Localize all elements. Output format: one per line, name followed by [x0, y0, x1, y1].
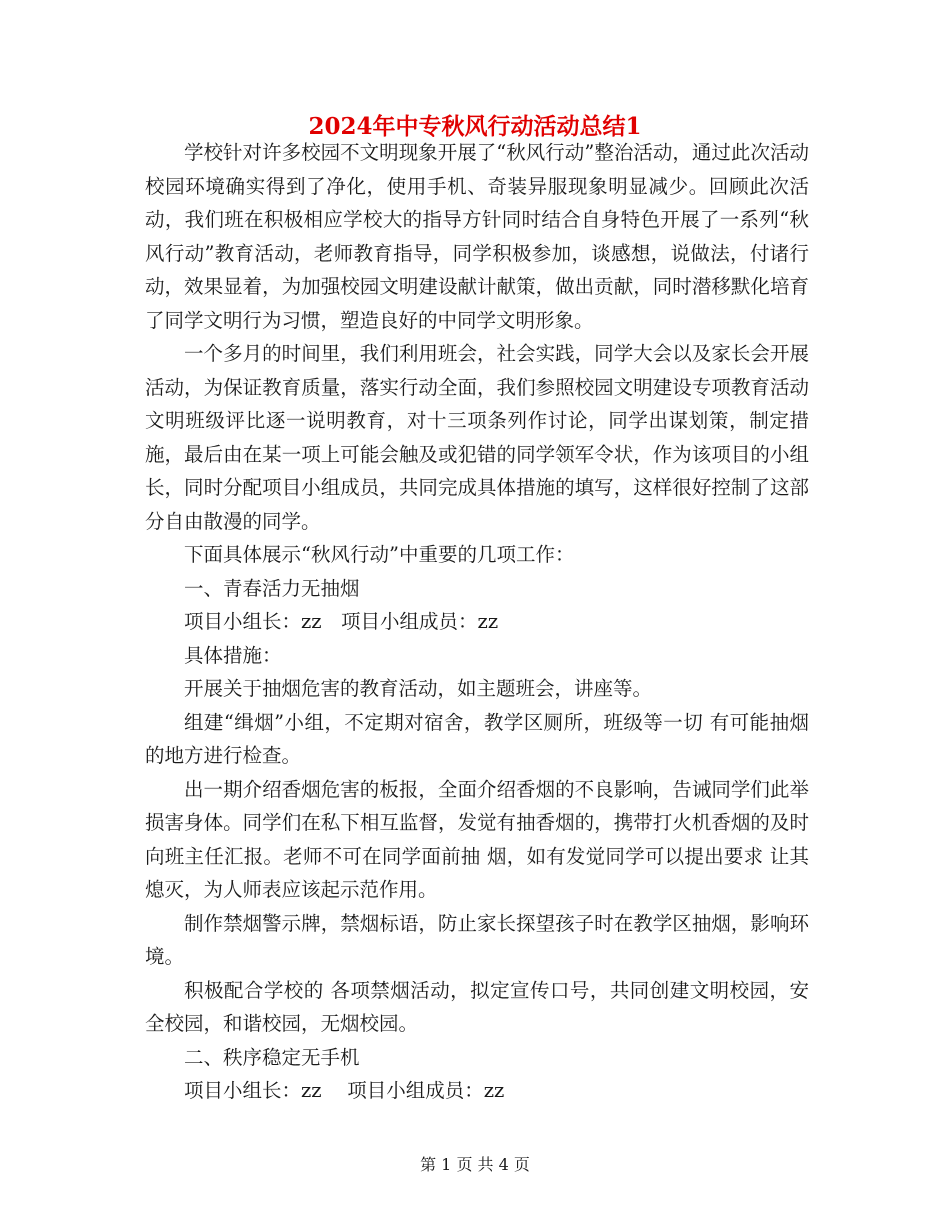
page-footer: 第 1 页 共 4 页 — [420, 1155, 530, 1174]
team-info-2: 项目小组长：zz 项目小组成员：zz — [184, 1079, 505, 1102]
paragraph-activities: 一个多月的时间里，我们利用班会，社会实践，同学大会以及家长会开展活动，为保证教育质量，落实行动全面，我们参照校园文明建设专项教育活动文明班级评比逐一说明教育，对十三项条列作讨论，同学出谋划策，制定措施，最后由在某一项上可能会触及或犯错的同学领军令状，作为该项目的小组长，同时分配项目小组成员，共同完成具体措施的填写，这样很好控制了这部分自由散漫的同学。 — [145, 342, 809, 533]
team-info-1: 项目小组长：zz 项目小组成员：zz — [184, 610, 499, 633]
measure-item: 制作禁烟警示牌，禁烟标语，防止家长探望孩子时在教学区抽烟，影响环境。 — [145, 911, 809, 968]
paragraph-overview: 下面具体展示“秋风行动”中重要的几项工作： — [184, 543, 575, 566]
section-heading-1: 一、青春活力无抽烟 — [184, 576, 360, 600]
measure-item: 积极配合学校的 各项禁烟活动，拟定宣传口号，共同创建文明校园，安全校园，和谐校园，无烟校园。 — [145, 978, 809, 1035]
measure-item: 开展关于抽烟危害的教育活动，如主题班会，讲座等。 — [184, 677, 653, 700]
measure-item: 出一期介绍香烟危害的板报，全面介绍香烟的不良影响，告诫同学们此举损害身体。同学们在私下相互监督，发觉有抽香烟的，携带打火机香烟的及时向班主任汇报。老师不可在同学面前抽 烟，如有发觉同学可以提出要求 让其熄灭，为人师表应该起示范作用。 — [145, 777, 809, 901]
measures-label: 具体措施： — [184, 643, 282, 667]
section-heading-2: 二、秩序稳定无手机 — [184, 1045, 360, 1069]
document-title: 2024年中专秋风行动活动总结1 — [308, 113, 642, 140]
document-body — [145, 136, 809, 1108]
paragraph-intro: 学校针对许多校园不文明现象开展了“秋风行动”整治活动，通过此次活动校园环境确实得到了净化，使用手机、奇装异服现象明显减少。回顾此次活动，我们班在积极相应学校大的指导方针同时结合自身特色开展了一系列“秋风行动”教育活动，老师教育指导，同学积极参加，谈感想，说做法，付诸行动，效果显着，为加强校园文明建设献计献策，做出贡献，同时潜移默化培育了同学文明行为习惯，塑造良好的中同学文明形象。 — [145, 141, 809, 332]
measure-item: 组建“缉烟”小组，不定期对宿舍，教学区厕所，班级等一切 有可能抽烟的地方进行检查。 — [145, 710, 809, 767]
